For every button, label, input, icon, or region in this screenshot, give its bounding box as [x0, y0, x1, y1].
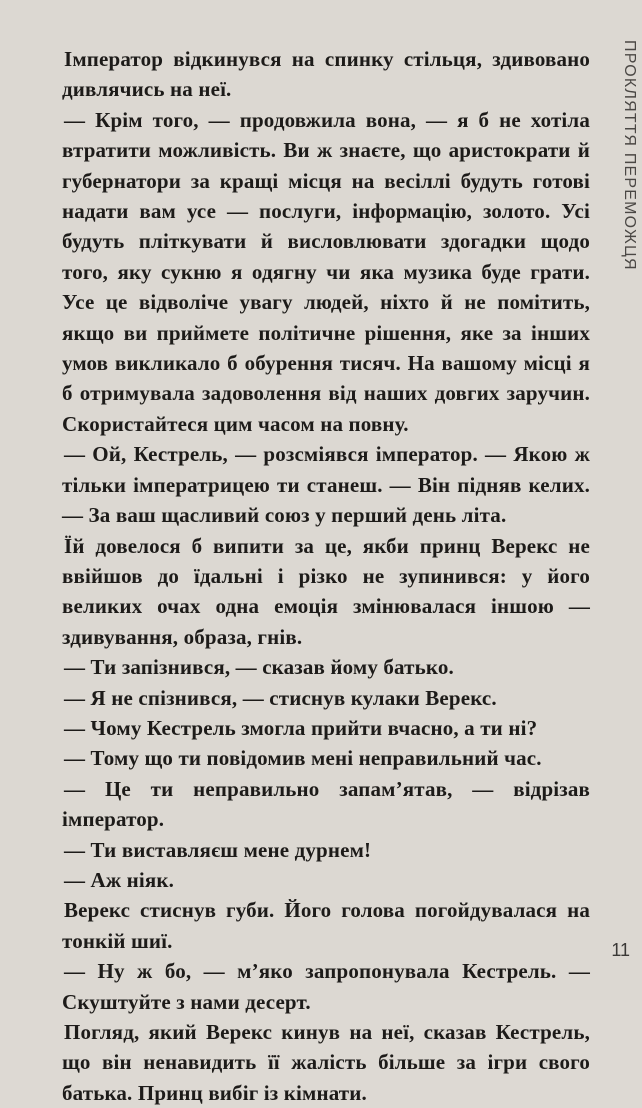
page-number: 11	[611, 940, 630, 960]
paragraph: Погляд, який Верекс кинув на неї, сказав Кестрель, що він ненавидить її жалість більше за ігри свого батька. Принц вибіг із кімнати.	[62, 1020, 590, 1105]
paragraph: — Ой, Кестрель, — розсміявся імператор. — Якою ж тільки імператрицею ти станеш. — Він підняв келих. — За ваш щасливий союз у перший день літа.	[62, 442, 590, 528]
paragraph: — Це ти неправильно запам’ятав, — відрізав імператор.	[62, 776, 590, 832]
paragraph: Імператор відкинувся на спинку стільця, здивовано дивлячись на неї.	[62, 47, 590, 102]
paragraph: — Ти запізнився, — сказав йому батько.	[64, 655, 454, 680]
paragraph: — Я не спізнився, — стиснув кулаки Верекс.	[64, 685, 497, 710]
paragraph: — Аж ніяк.	[64, 867, 175, 892]
body-text	[62, 44, 590, 1108]
paragraph: Їй довелося б випити за це, якби принц Верекс не ввійшов до їдальні і різко не зупинився: у його великих очах одна емоція змінювалася іншою — здивування, образа, гнів.	[62, 533, 590, 649]
paragraph: Верекс стиснув губи. Його голова погойдувалася на тонкій шиї.	[62, 898, 590, 953]
paragraph: — Ну ж бо, — м’яко запропонувала Кестрель. — Скуштуйте з нами десерт.	[62, 959, 590, 1014]
paragraph: — Крім того, — продовжила вона, — я б не хотіла втратити можливість. Ви ж знаєте, що аристократи й губернатори за кращі місця на весіллі будуть готові надати вам усе — послуги, інформацію, золото. Усі будуть пліткувати й висловлювати здогадки щодо того, яку сукню я одягну чи яка музика буде грати. Усе це відволіче увагу людей, ніхто й не помітить, якщо ви приймете політичне рішення, яке за інших умов викликало б обурення тисяч. На вашому місці я б отримувала задоволення від наших довгих заручин. Скористайтеся цим часом на повну.	[62, 107, 590, 436]
running-head: ПРОКЛЯТТЯ ПЕРЕМОЖЦЯ	[621, 40, 638, 271]
paragraph: — Ти виставляєш мене дурнем!	[64, 837, 372, 862]
paragraph: — Тому що ти повідомив мені неправильний час.	[64, 746, 542, 771]
paragraph: — Чому Кестрель змогла прийти вчасно, а ти ні?	[64, 715, 538, 740]
